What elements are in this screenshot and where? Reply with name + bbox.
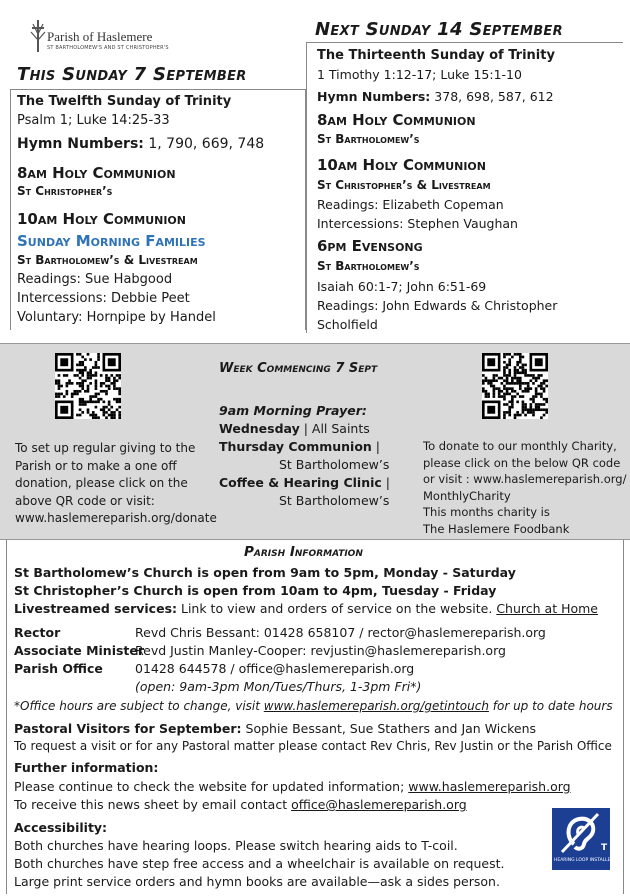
this-service-2-place: St Bartholomew’s & Livestream xyxy=(17,253,198,267)
next-service-2-place: St Christopher’s & Livestream xyxy=(317,178,491,192)
thu-sep: | xyxy=(371,439,380,454)
access-line-1: Both churches have hearing loops. Please switch hearing aids to T-coil. xyxy=(14,838,458,853)
charity-qr-code[interactable] xyxy=(482,353,548,419)
note-pre: *Office hours are subject to change, visit xyxy=(14,699,264,713)
office-note xyxy=(14,699,613,713)
giving-line: To set up regular giving to the xyxy=(15,441,196,455)
qr-code-icon xyxy=(55,353,121,419)
this-readings: Readings: Sue Habgood xyxy=(17,272,173,287)
pastoral-label: Pastoral Visitors for September: xyxy=(14,721,242,736)
wed-place: | All Saints xyxy=(299,421,370,436)
livestream-label: Livestreamed services: xyxy=(14,601,178,616)
this-sunday-box xyxy=(10,89,306,330)
week-schedule xyxy=(219,402,390,510)
pastoral-value: Sophie Bessant, Sue Stathers and Jan Wickens xyxy=(241,721,537,736)
giving-link[interactable]: www.haslemereparish.org/donate xyxy=(15,511,217,525)
further-2-text: To receive this news sheet by email contact xyxy=(14,797,292,812)
further-label: Further information: xyxy=(14,760,159,775)
next-sunday-readings-ref: 1 Timothy 1:12-17; Luke 15:1-10 xyxy=(317,67,522,82)
logo-subtitle: ST BARTHOLOMEW'S AND ST CHRISTOPHER'S xyxy=(47,45,169,51)
hymn-label: Hymn Numbers: xyxy=(17,136,144,152)
charity-line: This months charity is xyxy=(423,505,550,519)
office-label: Parish Office xyxy=(14,661,103,676)
charity-link[interactable]: MonthlyCharity xyxy=(423,488,511,503)
giving-line: Parish or to make a one off xyxy=(15,458,177,473)
next-service-3-title: 6pm Evensong xyxy=(317,237,423,255)
office-value: 01428 644578 / office@haslemereparish.org xyxy=(135,661,415,676)
this-sunday-title: The Twelfth Sunday of Trinity xyxy=(17,94,232,109)
this-service-1-place: St Christopher’s xyxy=(17,184,113,198)
further-line-1 xyxy=(14,779,571,794)
coffee-place: St Bartholomew’s xyxy=(279,493,390,508)
week-heading: Week Commencing 7 Sept xyxy=(219,361,378,376)
note-post: for up to date hours xyxy=(488,699,613,713)
thu-place: St Bartholomew’s xyxy=(279,457,390,472)
this-service-2-title: 10am Holy Communion xyxy=(17,210,186,228)
pastoral-line xyxy=(14,721,536,736)
this-sunday-hymns xyxy=(17,136,264,152)
next-service-2-intercessions: Intercessions: Stephen Vaughan xyxy=(317,216,518,231)
rector-value: Revd Chris Bessant: 01428 658107 / rector@haslemereparish.org xyxy=(135,625,546,640)
this-service-2-extra: Sunday Morning Families xyxy=(17,232,206,250)
svg-text:T: T xyxy=(601,843,608,853)
wed-day: Wednesday xyxy=(219,421,300,436)
further-line-2 xyxy=(14,797,467,812)
charity-line: please click on the below QR code xyxy=(423,455,621,470)
next-service-3-ref: Isaiah 60:1-7; John 6:51-69 xyxy=(317,279,487,294)
parish-logo xyxy=(30,18,170,56)
hearing-loop-sign xyxy=(552,808,614,870)
pastoral-request: To request a visit or for any Pastoral matter please contact Rev Chris, Rev Justin or the Parish Office xyxy=(14,739,612,753)
rector-label: Rector xyxy=(14,625,61,640)
parish-heading: Parish Information xyxy=(244,544,363,560)
office-hours: (open: 9am-3pm Mon/Tues/Thurs, 1-3pm Fri*) xyxy=(135,679,422,694)
next-sunday-title: The Thirteenth Sunday of Trinity xyxy=(317,48,555,63)
this-sunday-heading: This Sunday 7 September xyxy=(17,64,247,85)
donate-qr-code[interactable] xyxy=(55,353,121,419)
this-voluntary: Voluntary: Hornpipe by Handel xyxy=(17,310,216,325)
next-sunday-box xyxy=(306,42,623,333)
this-sunday-readings-ref: Psalm 1; Luke 14:25-33 xyxy=(17,113,170,128)
next-service-2-title: 10am Holy Communion xyxy=(317,156,486,174)
next-service-1-place: St Bartholomew’s xyxy=(317,132,420,146)
thu-label: Thursday Communion xyxy=(219,439,372,454)
next-hymn-numbers: 378, 698, 587, 612 xyxy=(434,89,554,104)
next-sunday-hymns xyxy=(317,89,554,104)
assoc-label: Associate Minister xyxy=(14,643,145,658)
charity-line: To donate to our monthly Charity, xyxy=(423,439,617,453)
next-service-2-readings: Readings: Elizabeth Copeman xyxy=(317,197,504,212)
this-intercessions: Intercessions: Debbie Peet xyxy=(17,291,190,306)
logo-name: Parish of Haslemere xyxy=(47,29,153,44)
access-label: Accessibility: xyxy=(14,820,108,835)
office-email-link[interactable]: office@haslemereparish.org xyxy=(291,797,467,812)
getintouch-link[interactable]: www.haslemereparish.org/getintouch xyxy=(263,699,489,713)
giving-text xyxy=(15,440,217,528)
livestream-text: Link to view and orders of service on the website. xyxy=(177,601,497,616)
assoc-value: Revd Justin Manley-Cooper: revjustin@haslemereparish.org xyxy=(135,643,506,658)
access-line-3: Large print service orders and hymn books are available—ask a sides person. xyxy=(14,874,500,889)
week-panel xyxy=(0,343,630,540)
coffee-label: Coffee & Hearing Clinic xyxy=(219,475,382,490)
charity-text xyxy=(423,438,627,537)
livestream-line xyxy=(14,601,598,616)
tree-cross-icon xyxy=(30,18,46,54)
church-at-home-link[interactable]: Church at Home xyxy=(496,601,598,616)
hymn-numbers: 1, 790, 669, 748 xyxy=(148,136,265,152)
qr-code-icon xyxy=(482,353,548,419)
next-hymn-label: Hymn Numbers: xyxy=(317,89,431,104)
access-line-2: Both churches have step free access and a wheelchair is available on request. xyxy=(14,856,505,871)
this-service-1-title: 8am Holy Communion xyxy=(17,164,176,182)
next-service-3-readings-1: Readings: John Edwards & Christopher xyxy=(317,298,558,313)
open-bartholomew: St Bartholomew’s Church is open from 9am to 5pm, Monday - Saturday xyxy=(14,565,516,580)
giving-line: above QR code or visit: xyxy=(15,493,155,508)
next-sunday-heading: Next Sunday 14 September xyxy=(315,19,563,40)
next-service-3-readings-2: Scholfield xyxy=(317,317,378,332)
prayer-label: 9am Morning Prayer: xyxy=(219,403,367,418)
charity-link[interactable]: or visit : www.haslemereparish.org/ xyxy=(423,472,627,486)
hearing-loop-caption: HEARING LOOP INSTALLED xyxy=(554,858,614,863)
website-link[interactable]: www.haslemereparish.org xyxy=(408,779,571,794)
open-christopher: St Christopher’s Church is open from 10am to 4pm, Tuesday - Friday xyxy=(14,583,497,598)
charity-name: The Haslemere Foodbank xyxy=(423,521,570,536)
next-service-3-place: St Bartholomew’s xyxy=(317,259,420,273)
further-1-text: Please continue to check the website for updated information; xyxy=(14,779,409,794)
hearing-loop-icon xyxy=(552,808,610,858)
giving-line: donation, please click on the xyxy=(15,476,188,490)
coffee-sep: | xyxy=(381,475,390,490)
next-service-1-title: 8am Holy Communion xyxy=(317,111,476,129)
parish-info-box xyxy=(6,540,624,894)
